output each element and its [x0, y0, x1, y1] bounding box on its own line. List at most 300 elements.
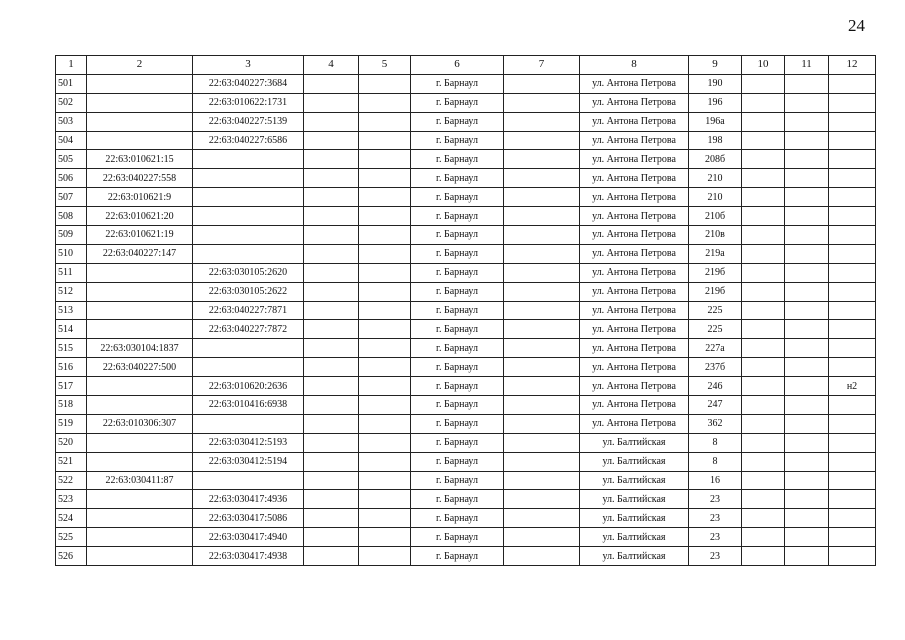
- column-7-cell: [504, 93, 580, 112]
- column-10-cell: [742, 112, 785, 131]
- cadastral-number-cell: [87, 433, 193, 452]
- cadastral-number-cell: [193, 471, 304, 490]
- cadastral-number-cell: [87, 452, 193, 471]
- row-number-cell: 512: [56, 282, 87, 301]
- column-5-cell: [359, 301, 411, 320]
- row-number-cell: 517: [56, 377, 87, 396]
- column-7-cell: [504, 528, 580, 547]
- note-cell: [829, 509, 876, 528]
- note-cell: [829, 414, 876, 433]
- note-cell: [829, 433, 876, 452]
- city-cell: г. Барнаул: [411, 112, 504, 131]
- column-5-cell: [359, 452, 411, 471]
- cadastral-number-cell: [193, 207, 304, 226]
- column-4-cell: [304, 471, 359, 490]
- city-cell: г. Барнаул: [411, 150, 504, 169]
- column-4-cell: [304, 320, 359, 339]
- table-row: [56, 263, 876, 282]
- cadastral-number-cell: 22:63:030105:2620: [193, 263, 304, 282]
- column-4-cell: [304, 150, 359, 169]
- house-number-cell: 246: [689, 377, 742, 396]
- city-cell: г. Барнаул: [411, 528, 504, 547]
- cadastral-number-cell: 22:63:040227:6586: [193, 131, 304, 150]
- house-number-cell: 198: [689, 131, 742, 150]
- street-cell: ул. Антона Петрова: [580, 339, 689, 358]
- column-10-cell: [742, 169, 785, 188]
- cadastral-number-cell: [87, 528, 193, 547]
- column-11-cell: [785, 509, 829, 528]
- column-4-cell: [304, 509, 359, 528]
- cadastral-number-cell: 22:63:040227:500: [87, 358, 193, 377]
- street-cell: ул. Антона Петрова: [580, 396, 689, 415]
- city-cell: г. Барнаул: [411, 169, 504, 188]
- table-row: [56, 547, 876, 566]
- table-row: [56, 358, 876, 377]
- city-cell: г. Барнаул: [411, 509, 504, 528]
- column-7-cell: [504, 282, 580, 301]
- cadastral-number-cell: 22:63:040227:5139: [193, 112, 304, 131]
- column-11-cell: [785, 263, 829, 282]
- column-header: 1: [56, 56, 87, 75]
- note-cell: [829, 188, 876, 207]
- street-cell: ул. Антона Петрова: [580, 263, 689, 282]
- column-7-cell: [504, 509, 580, 528]
- table-row: [56, 244, 876, 263]
- table-row: [56, 377, 876, 396]
- note-cell: [829, 74, 876, 93]
- column-4-cell: [304, 452, 359, 471]
- house-number-cell: 210б: [689, 207, 742, 226]
- cadastral-number-cell: [87, 320, 193, 339]
- column-11-cell: [785, 93, 829, 112]
- table-row: [56, 150, 876, 169]
- note-cell: [829, 528, 876, 547]
- cadastral-number-cell: 22:63:010306:307: [87, 414, 193, 433]
- note-cell: [829, 207, 876, 226]
- note-cell: [829, 339, 876, 358]
- table-row: [56, 282, 876, 301]
- column-7-cell: [504, 207, 580, 226]
- city-cell: г. Барнаул: [411, 74, 504, 93]
- table-row: [56, 74, 876, 93]
- column-10-cell: [742, 226, 785, 245]
- column-7-cell: [504, 150, 580, 169]
- city-cell: г. Барнаул: [411, 263, 504, 282]
- table-row: [56, 452, 876, 471]
- column-10-cell: [742, 358, 785, 377]
- city-cell: г. Барнаул: [411, 433, 504, 452]
- column-11-cell: [785, 74, 829, 93]
- city-cell: г. Барнаул: [411, 301, 504, 320]
- column-10-cell: [742, 414, 785, 433]
- row-number-cell: 501: [56, 74, 87, 93]
- cadastral-number-cell: 22:63:010620:2636: [193, 377, 304, 396]
- house-number-cell: 16: [689, 471, 742, 490]
- street-cell: ул. Балтийская: [580, 490, 689, 509]
- house-number-cell: 247: [689, 396, 742, 415]
- column-7-cell: [504, 301, 580, 320]
- cadastral-number-cell: 22:63:040227:558: [87, 169, 193, 188]
- city-cell: г. Барнаул: [411, 339, 504, 358]
- column-11-cell: [785, 547, 829, 566]
- street-cell: ул. Антона Петрова: [580, 131, 689, 150]
- column-11-cell: [785, 131, 829, 150]
- column-10-cell: [742, 490, 785, 509]
- street-cell: ул. Антона Петрова: [580, 358, 689, 377]
- column-4-cell: [304, 301, 359, 320]
- column-4-cell: [304, 528, 359, 547]
- column-5-cell: [359, 509, 411, 528]
- column-4-cell: [304, 339, 359, 358]
- city-cell: г. Барнаул: [411, 490, 504, 509]
- column-4-cell: [304, 433, 359, 452]
- house-number-cell: 23: [689, 547, 742, 566]
- column-7-cell: [504, 112, 580, 131]
- registry-table: [55, 55, 876, 566]
- city-cell: г. Барнаул: [411, 131, 504, 150]
- column-10-cell: [742, 528, 785, 547]
- column-4-cell: [304, 112, 359, 131]
- column-11-cell: [785, 226, 829, 245]
- row-number-cell: 507: [56, 188, 87, 207]
- city-cell: г. Барнаул: [411, 320, 504, 339]
- column-5-cell: [359, 263, 411, 282]
- street-cell: ул. Антона Петрова: [580, 377, 689, 396]
- table-row: [56, 471, 876, 490]
- column-5-cell: [359, 377, 411, 396]
- column-4-cell: [304, 74, 359, 93]
- note-cell: [829, 547, 876, 566]
- house-number-cell: 210: [689, 169, 742, 188]
- row-number-cell: 513: [56, 301, 87, 320]
- column-4-cell: [304, 377, 359, 396]
- cadastral-number-cell: [193, 339, 304, 358]
- note-cell: [829, 301, 876, 320]
- column-10-cell: [742, 263, 785, 282]
- street-cell: ул. Антона Петрова: [580, 150, 689, 169]
- note-cell: [829, 452, 876, 471]
- city-cell: г. Барнаул: [411, 282, 504, 301]
- table-row: [56, 301, 876, 320]
- house-number-cell: 23: [689, 490, 742, 509]
- table-row: [56, 320, 876, 339]
- column-header: 10: [742, 56, 785, 75]
- street-cell: ул. Антона Петрова: [580, 112, 689, 131]
- note-cell: [829, 112, 876, 131]
- row-number-cell: 520: [56, 433, 87, 452]
- table-row: [56, 93, 876, 112]
- street-cell: ул. Антона Петрова: [580, 93, 689, 112]
- row-number-cell: 504: [56, 131, 87, 150]
- column-4-cell: [304, 396, 359, 415]
- row-number-cell: 511: [56, 263, 87, 282]
- note-cell: [829, 396, 876, 415]
- column-5-cell: [359, 490, 411, 509]
- house-number-cell: 219б: [689, 282, 742, 301]
- column-4-cell: [304, 169, 359, 188]
- column-11-cell: [785, 377, 829, 396]
- column-5-cell: [359, 320, 411, 339]
- house-number-cell: 227а: [689, 339, 742, 358]
- street-cell: ул. Антона Петрова: [580, 301, 689, 320]
- cadastral-number-cell: 22:63:010621:15: [87, 150, 193, 169]
- note-cell: [829, 320, 876, 339]
- cadastral-number-cell: [193, 188, 304, 207]
- column-4-cell: [304, 226, 359, 245]
- column-header: 3: [193, 56, 304, 75]
- column-7-cell: [504, 396, 580, 415]
- street-cell: ул. Балтийская: [580, 452, 689, 471]
- row-number-cell: 524: [56, 509, 87, 528]
- column-header: 5: [359, 56, 411, 75]
- column-header: 4: [304, 56, 359, 75]
- city-cell: г. Барнаул: [411, 396, 504, 415]
- table-row: [56, 207, 876, 226]
- house-number-cell: 23: [689, 509, 742, 528]
- row-number-cell: 514: [56, 320, 87, 339]
- table-row: [56, 509, 876, 528]
- column-4-cell: [304, 282, 359, 301]
- column-11-cell: [785, 282, 829, 301]
- column-5-cell: [359, 358, 411, 377]
- city-cell: г. Барнаул: [411, 244, 504, 263]
- column-4-cell: [304, 547, 359, 566]
- cadastral-number-cell: 22:63:030105:2622: [193, 282, 304, 301]
- cadastral-number-cell: [87, 396, 193, 415]
- column-5-cell: [359, 433, 411, 452]
- cadastral-number-cell: [87, 490, 193, 509]
- column-11-cell: [785, 112, 829, 131]
- column-10-cell: [742, 74, 785, 93]
- column-7-cell: [504, 547, 580, 566]
- city-cell: г. Барнаул: [411, 547, 504, 566]
- note-cell: [829, 169, 876, 188]
- column-11-cell: [785, 414, 829, 433]
- row-number-cell: 503: [56, 112, 87, 131]
- city-cell: г. Барнаул: [411, 377, 504, 396]
- cadastral-number-cell: [193, 226, 304, 245]
- column-7-cell: [504, 471, 580, 490]
- cadastral-number-cell: [87, 93, 193, 112]
- street-cell: ул. Балтийская: [580, 547, 689, 566]
- city-cell: г. Барнаул: [411, 414, 504, 433]
- column-7-cell: [504, 452, 580, 471]
- column-header: 12: [829, 56, 876, 75]
- column-header: 8: [580, 56, 689, 75]
- street-cell: ул. Балтийская: [580, 528, 689, 547]
- cadastral-number-cell: 22:63:010416:6938: [193, 396, 304, 415]
- column-5-cell: [359, 74, 411, 93]
- column-7-cell: [504, 169, 580, 188]
- note-cell: [829, 93, 876, 112]
- city-cell: г. Барнаул: [411, 226, 504, 245]
- column-header: 6: [411, 56, 504, 75]
- house-number-cell: 225: [689, 320, 742, 339]
- column-5-cell: [359, 188, 411, 207]
- cadastral-number-cell: [87, 301, 193, 320]
- column-header: 7: [504, 56, 580, 75]
- column-11-cell: [785, 452, 829, 471]
- column-7-cell: [504, 226, 580, 245]
- cadastral-number-cell: 22:63:030417:4940: [193, 528, 304, 547]
- column-11-cell: [785, 528, 829, 547]
- note-cell: [829, 150, 876, 169]
- column-4-cell: [304, 244, 359, 263]
- cadastral-number-cell: [193, 244, 304, 263]
- column-11-cell: [785, 188, 829, 207]
- row-number-cell: 521: [56, 452, 87, 471]
- cadastral-number-cell: 22:63:010621:9: [87, 188, 193, 207]
- note-cell: [829, 490, 876, 509]
- column-4-cell: [304, 188, 359, 207]
- table-row: [56, 226, 876, 245]
- column-10-cell: [742, 282, 785, 301]
- column-7-cell: [504, 433, 580, 452]
- column-5-cell: [359, 547, 411, 566]
- column-10-cell: [742, 471, 785, 490]
- row-number-cell: 522: [56, 471, 87, 490]
- note-cell: [829, 131, 876, 150]
- table-row: [56, 188, 876, 207]
- row-number-cell: 502: [56, 93, 87, 112]
- house-number-cell: 8: [689, 452, 742, 471]
- column-7-cell: [504, 320, 580, 339]
- column-4-cell: [304, 207, 359, 226]
- house-number-cell: 8: [689, 433, 742, 452]
- city-cell: г. Барнаул: [411, 452, 504, 471]
- city-cell: г. Барнаул: [411, 471, 504, 490]
- column-5-cell: [359, 339, 411, 358]
- column-11-cell: [785, 301, 829, 320]
- column-5-cell: [359, 282, 411, 301]
- column-5-cell: [359, 226, 411, 245]
- column-10-cell: [742, 452, 785, 471]
- cadastral-number-cell: [193, 358, 304, 377]
- house-number-cell: 219а: [689, 244, 742, 263]
- cadastral-number-cell: 22:63:040227:3684: [193, 74, 304, 93]
- note-cell: [829, 244, 876, 263]
- street-cell: ул. Антона Петрова: [580, 320, 689, 339]
- city-cell: г. Барнаул: [411, 93, 504, 112]
- column-10-cell: [742, 320, 785, 339]
- row-number-cell: 508: [56, 207, 87, 226]
- column-5-cell: [359, 169, 411, 188]
- column-7-cell: [504, 490, 580, 509]
- column-5-cell: [359, 396, 411, 415]
- cadastral-number-cell: 22:63:010621:20: [87, 207, 193, 226]
- cadastral-number-cell: [87, 131, 193, 150]
- row-number-cell: 510: [56, 244, 87, 263]
- column-5-cell: [359, 93, 411, 112]
- street-cell: ул. Балтийская: [580, 471, 689, 490]
- street-cell: ул. Антона Петрова: [580, 226, 689, 245]
- cadastral-number-cell: 22:63:030104:1837: [87, 339, 193, 358]
- cadastral-number-cell: 22:63:030412:5193: [193, 433, 304, 452]
- cadastral-number-cell: [87, 377, 193, 396]
- row-number-cell: 523: [56, 490, 87, 509]
- column-5-cell: [359, 471, 411, 490]
- street-cell: ул. Балтийская: [580, 509, 689, 528]
- house-number-cell: 362: [689, 414, 742, 433]
- street-cell: ул. Антона Петрова: [580, 169, 689, 188]
- column-10-cell: [742, 301, 785, 320]
- cadastral-number-cell: [87, 509, 193, 528]
- cadastral-number-cell: [193, 150, 304, 169]
- column-7-cell: [504, 244, 580, 263]
- house-number-cell: 237б: [689, 358, 742, 377]
- column-4-cell: [304, 490, 359, 509]
- row-number-cell: 518: [56, 396, 87, 415]
- column-5-cell: [359, 414, 411, 433]
- house-number-cell: 225: [689, 301, 742, 320]
- cadastral-number-cell: 22:63:030417:4938: [193, 547, 304, 566]
- row-number-cell: 519: [56, 414, 87, 433]
- table-body: [56, 74, 876, 565]
- cadastral-number-cell: 22:63:040227:7872: [193, 320, 304, 339]
- cadastral-number-cell: 22:63:030417:4936: [193, 490, 304, 509]
- cadastral-number-cell: 22:63:030417:5086: [193, 509, 304, 528]
- column-7-cell: [504, 377, 580, 396]
- row-number-cell: 515: [56, 339, 87, 358]
- column-11-cell: [785, 150, 829, 169]
- cadastral-number-cell: 22:63:040227:7871: [193, 301, 304, 320]
- column-7-cell: [504, 339, 580, 358]
- column-4-cell: [304, 263, 359, 282]
- note-cell: [829, 358, 876, 377]
- cadastral-number-cell: [87, 547, 193, 566]
- column-5-cell: [359, 207, 411, 226]
- house-number-cell: 219б: [689, 263, 742, 282]
- cadastral-number-cell: 22:63:030411:87: [87, 471, 193, 490]
- cadastral-number-cell: 22:63:030412:5194: [193, 452, 304, 471]
- city-cell: г. Барнаул: [411, 207, 504, 226]
- column-4-cell: [304, 358, 359, 377]
- note-cell: [829, 471, 876, 490]
- column-7-cell: [504, 188, 580, 207]
- cadastral-number-cell: 22:63:010621:19: [87, 226, 193, 245]
- row-number-cell: 505: [56, 150, 87, 169]
- table-row: [56, 490, 876, 509]
- column-11-cell: [785, 207, 829, 226]
- column-10-cell: [742, 377, 785, 396]
- cadastral-number-cell: [193, 169, 304, 188]
- column-7-cell: [504, 358, 580, 377]
- column-11-cell: [785, 471, 829, 490]
- table-row: [56, 131, 876, 150]
- house-number-cell: 208б: [689, 150, 742, 169]
- street-cell: ул. Антона Петрова: [580, 74, 689, 93]
- column-11-cell: [785, 169, 829, 188]
- column-11-cell: [785, 339, 829, 358]
- table-row: [56, 112, 876, 131]
- row-number-cell: 506: [56, 169, 87, 188]
- table-row: [56, 528, 876, 547]
- column-7-cell: [504, 263, 580, 282]
- column-header: 9: [689, 56, 742, 75]
- column-10-cell: [742, 131, 785, 150]
- house-number-cell: 210: [689, 188, 742, 207]
- column-5-cell: [359, 112, 411, 131]
- street-cell: ул. Антона Петрова: [580, 282, 689, 301]
- row-number-cell: 516: [56, 358, 87, 377]
- cadastral-number-cell: [87, 112, 193, 131]
- column-10-cell: [742, 339, 785, 358]
- house-number-cell: 196а: [689, 112, 742, 131]
- row-number-cell: 509: [56, 226, 87, 245]
- column-10-cell: [742, 433, 785, 452]
- city-cell: г. Барнаул: [411, 188, 504, 207]
- column-4-cell: [304, 93, 359, 112]
